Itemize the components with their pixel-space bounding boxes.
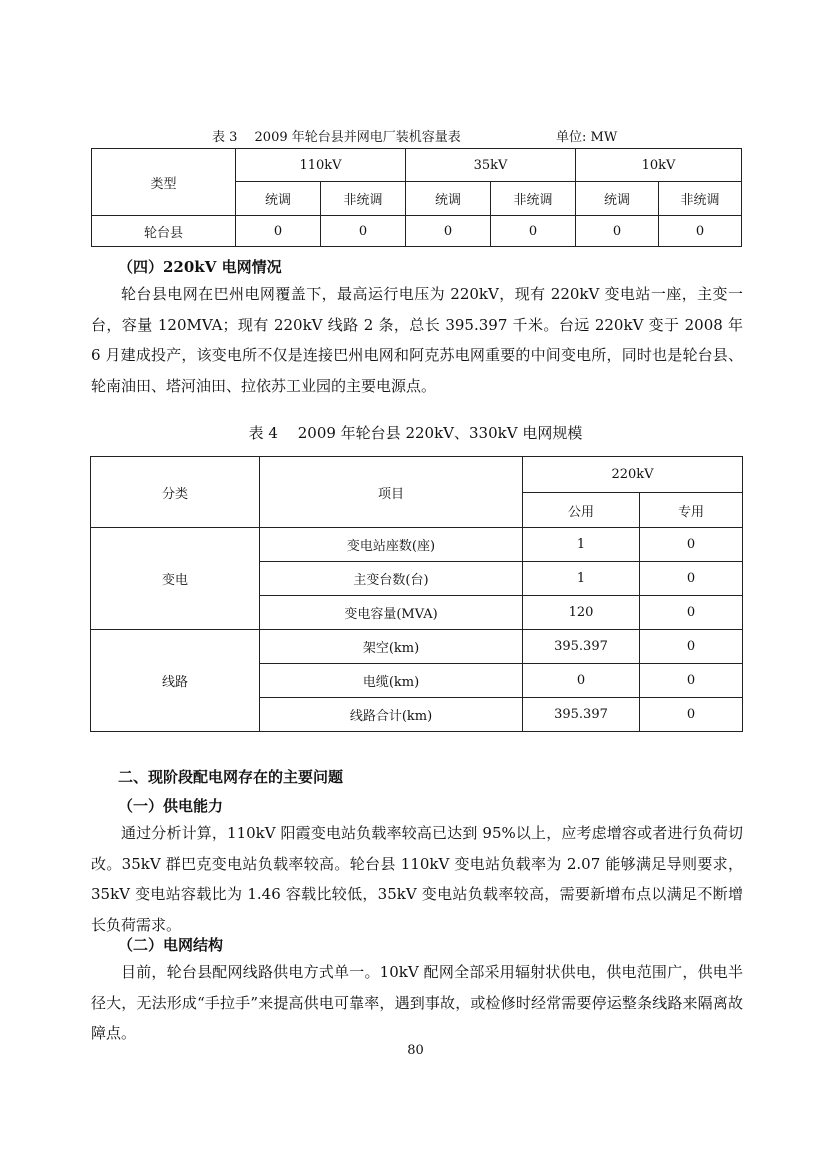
table4-public: 395.397: [523, 630, 640, 664]
table4-public: 1: [523, 528, 640, 562]
table4-public: 0: [523, 664, 640, 698]
part2-sub1-paragraph: 通过分析计算，110kV 阳霞变电站负载率较高已达到 95%以上，应考虑增容或者进行负荷切改。35kV 群巴克变电站负载率较高。轮台县 110kV 变电站负载率为 2.07 能够满足导则要求，35kV 变电站容载比为 1.46 容载比较低，35kV 变电站负载率较高，需要新增布点以满足不断增长负荷需求。: [91, 824, 743, 934]
table4-private: 0: [640, 528, 743, 562]
table4-category: 线路: [91, 630, 260, 732]
table3-cell: 0: [491, 216, 576, 247]
table4-private: 0: [640, 664, 743, 698]
table3-subheader: 统调: [576, 182, 659, 216]
page-number: 80: [407, 1043, 424, 1058]
table4-item: 主变台数(台): [260, 562, 523, 596]
table3-header-type: 类型: [92, 149, 236, 216]
table3-cell: 0: [659, 216, 742, 247]
table3-cell: 0: [236, 216, 321, 247]
part2-heading: 二、现阶段配电网存在的主要问题: [118, 768, 344, 786]
table3-header-voltage: 35kV: [406, 149, 576, 182]
table3-subheader: 非统调: [659, 182, 742, 216]
table4-item: 架空(km): [260, 630, 523, 664]
table3: [91, 148, 742, 247]
table4-item: 变电站座数(座): [260, 528, 523, 562]
table3-cell: 0: [321, 216, 406, 247]
table4-header-item: 项目: [260, 457, 523, 528]
part2-sub1-heading: （一）供电能力: [118, 797, 224, 815]
table3-header-voltage: 110kV: [236, 149, 406, 182]
table3-subheader: 非统调: [321, 182, 406, 216]
table-row: [92, 216, 742, 247]
table3-cell: 0: [406, 216, 491, 247]
table4-item: 电缆(km): [260, 664, 523, 698]
table4-header-public: 公用: [523, 493, 640, 528]
part2-sub2-heading: （二）电网结构: [118, 936, 224, 954]
table4-item: 变电容量(MVA): [260, 596, 523, 630]
table4-private: 0: [640, 698, 743, 732]
table4-item: 线路合计(km): [260, 698, 523, 732]
table3-subheader: 统调: [236, 182, 321, 216]
table3-caption-title: 表 3 2009 年轮台县并网电厂装机容量表: [212, 130, 461, 145]
table4-header-voltage: 220kV: [523, 457, 743, 493]
table4-category: 变电: [91, 528, 260, 630]
table4-public: 120: [523, 596, 640, 630]
table3-cell: 0: [576, 216, 659, 247]
table4-public: 1: [523, 562, 640, 596]
table4-public: 395.397: [523, 698, 640, 732]
table-row: [91, 528, 743, 562]
table-row: [91, 630, 743, 664]
table3-header-voltage: 10kV: [576, 149, 742, 182]
table4-caption: 表 4 2009 年轮台县 220kV、330kV 电网规模: [248, 424, 583, 442]
section4-paragraph: 轮台县电网在巴州电网覆盖下，最高运行电压为 220kV，现有 220kV 变电站一座，主变一台，容量 120MVA；现有 220kV 线路 2 条，总长 395.397 千米。台远 220kV 变于 2008 年 6 月建成投产，该变电所不仅是连接巴州电网和阿克苏电网重要的中间变电所，同时也是轮台县、轮南油田、塔河油田、拉依苏工业园的主要电源点。: [91, 285, 743, 395]
table3-subheader: 统调: [406, 182, 491, 216]
part2-sub2-paragraph: 目前，轮台县配网线路供电方式单一。10kV 配网全部采用辐射状供电，供电范围广，供电半径大，无法形成“手拉手”来提高供电可靠率，遇到事故，或检修时经常需要停运整条线路来隔离故障点。: [91, 963, 743, 1042]
table4-header-category: 分类: [91, 457, 260, 528]
table4-private: 0: [640, 596, 743, 630]
table4-header-private: 专用: [640, 493, 743, 528]
table3-row-name: 轮台县: [92, 216, 236, 247]
table4-private: 0: [640, 562, 743, 596]
table4: [90, 456, 743, 732]
section4-heading: （四）220kV 电网情况: [118, 258, 282, 276]
table4-private: 0: [640, 630, 743, 664]
table3-caption-unit: 单位: MW: [556, 130, 618, 145]
table3-subheader: 非统调: [491, 182, 576, 216]
